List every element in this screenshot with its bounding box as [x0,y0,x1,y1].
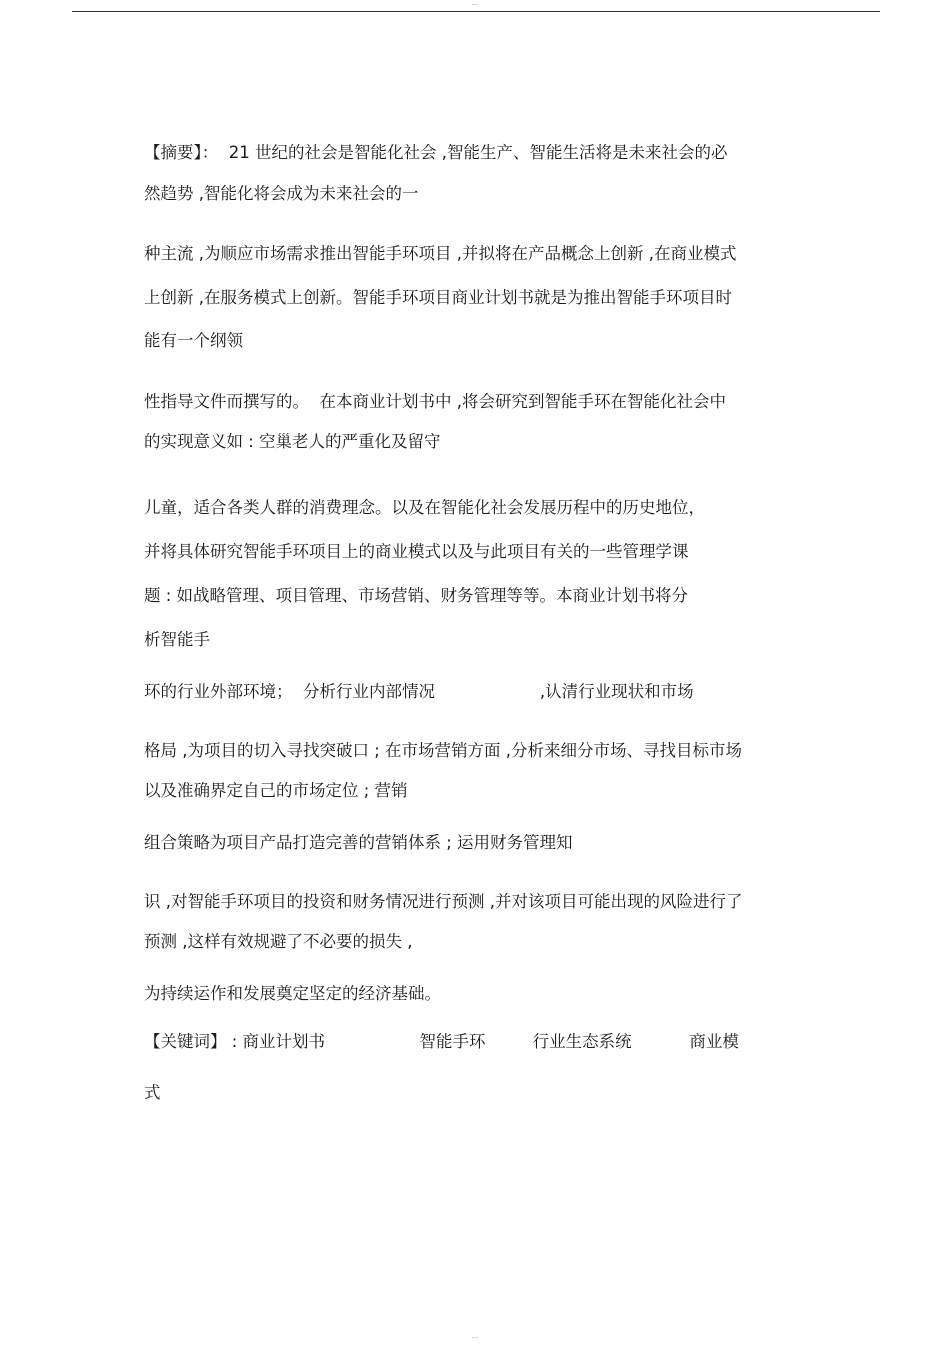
abstract-line: 题 : 如战略管理、项目管理、市场营销、财务管理等等。本商业计划书将分 [144,586,689,605]
abstract-line: 能有一个纲领 [144,331,243,350]
bottom-page-mark: --- [471,1334,479,1341]
abstract-line: 组合策略为项目产品打造完善的营销体系 ; 运用财务管理知 [144,833,573,852]
abstract-line: 【摘要】： 21 世纪的社会是智能化社会 ,智能生产、智能生活将是未来社会的必 [144,143,728,162]
abstract-line: 为持续运作和发展奠定坚定的经济基础。 [144,984,441,1003]
abstract-line: 析智能手 [144,630,210,649]
abstract-line: 环的行业外部环境； 分析行业内部情况 ,认清行业现状和市场 [144,682,694,701]
abstract-line: 并将具体研究智能手环项目上的商业模式以及与此项目有关的一些管理学课 [144,542,689,561]
abstract-line: 然趋势 ,智能化将会成为未来社会的一 [144,184,419,203]
abstract-line: 上创新 ,在服务模式上创新。智能手环项目商业计划书就是为推出智能手环项目时 [144,288,732,307]
abstract-line: 以及准确界定自己的市场定位 ; 营销 [144,781,408,800]
abstract-line: 预测 ,这样有效规避了不必要的损失 , [144,932,413,951]
abstract-line: 性指导文件而撰写的。 在本商业计划书中 ,将会研究到智能手环在智能化社会中 [144,392,726,411]
abstract-line: 的实现意义如 : 空巢老人的严重化及留守 [144,432,441,451]
abstract-line: 种主流 ,为顺应市场需求推出智能手环项目 ,并拟将在产品概念上创新 ,在商业模式 [144,244,737,263]
top-page-mark: --- [471,1,479,8]
keywords-line: 式 [144,1083,161,1102]
abstract-line: 格局 ,为项目的切入寻找突破口 ; 在市场营销方面 ,分析来细分市场、寻找目标市场 [144,741,743,760]
abstract-line: 识 ,对智能手环项目的投资和财务情况进行预测 ,并对该项目可能出现的风险进行了 [144,892,743,911]
keywords-line: 【关键词】 : 商业计划书 智能手环 行业生态系统 商业模 [144,1032,739,1051]
header-rule [72,11,880,12]
abstract-line: 儿童，适合各类人群的消费理念。以及在智能化社会发展历程中的历史地位， [144,498,705,517]
